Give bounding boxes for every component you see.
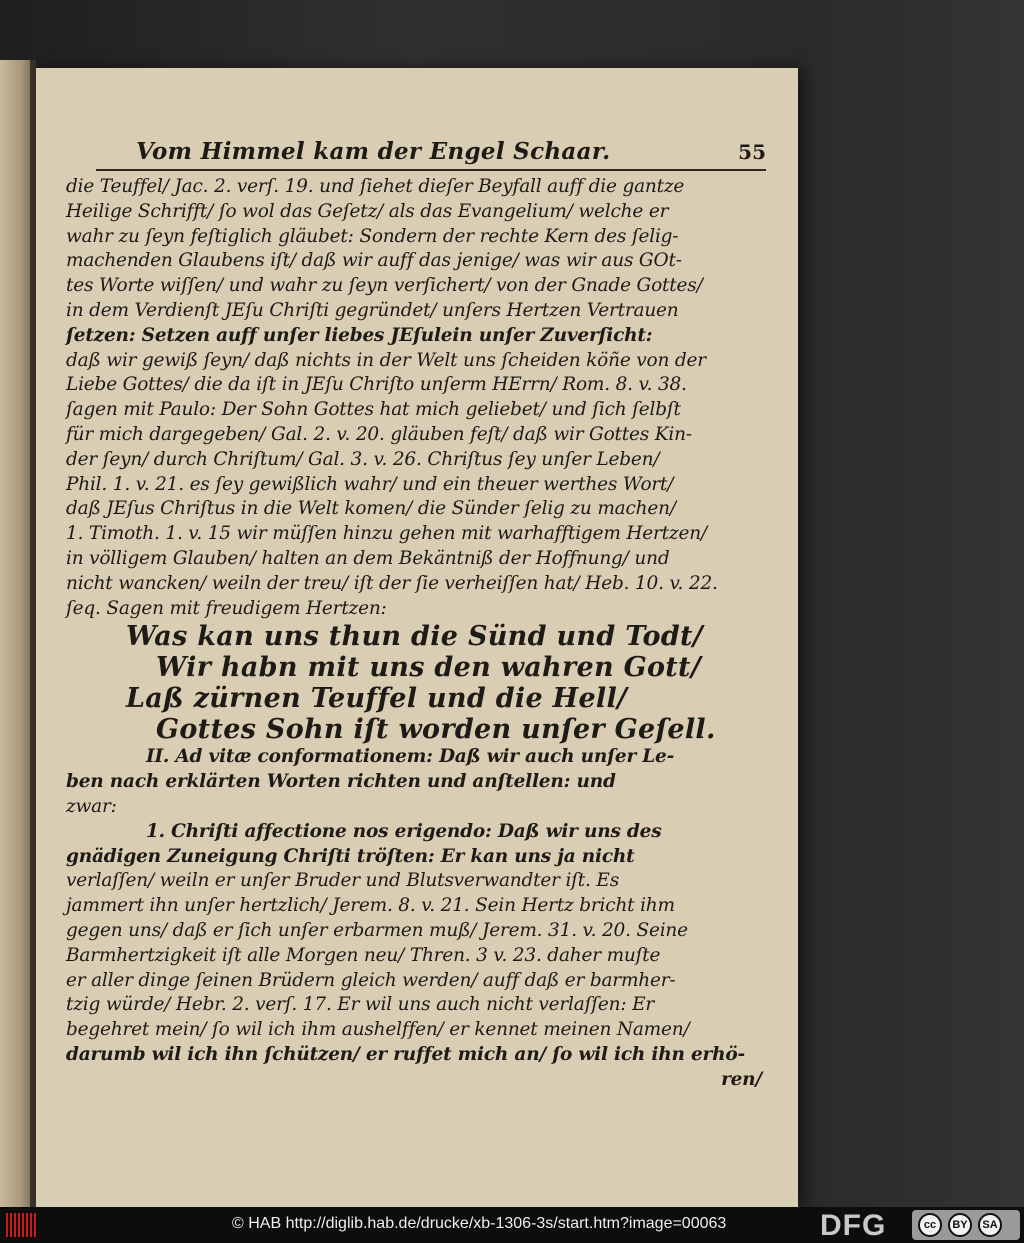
running-title: Vom Himmel kam der Engel Schaar.: [136, 138, 611, 165]
body-paragraph: [66, 175, 766, 621]
copyright-link[interactable]: © HAB http://diglib.hab.de/drucke/xb-1306-3s/start.htm?image=00063: [232, 1215, 727, 1232]
text-line: in völligem Glauben/ halten an dem Bekäntniß der Hoffnung/ und: [66, 547, 670, 569]
verse-line: Gottes Sohn iſt worden unſer Geſell.: [156, 714, 716, 746]
text-line: er aller dinge ſeinen Brüdern gleich werden/ auff daß er barmher-: [66, 969, 676, 991]
catchword: ren/: [721, 1068, 762, 1090]
text-line: ſeq. Sagen mit freudigem Hertzen:: [66, 597, 387, 619]
text-line: Liebe Gottes/ die da iſt in JEſu Chriſto unſerm HErrn/ Rom. 8. v. 38.: [66, 374, 687, 396]
sa-icon: SA: [978, 1213, 1002, 1237]
text-line: begehret mein/ ſo wil ich ihm aushelffen/ er kennet meinen Namen/: [66, 1019, 690, 1041]
text-line: Heilige Schrifft/ ſo wol das Geſetz/ als das Evangelium/ welche er: [66, 200, 669, 222]
text-line: 1. Timoth. 1. v. 15 wir müſſen hinzu gehen mit warhafftigem Hertzen/: [66, 523, 707, 545]
text-line: ſagen mit Paulo: Der Sohn Gottes hat mich geliebet/ und ſich ſelbſt: [66, 399, 681, 421]
cc-license-badge[interactable]: [912, 1210, 1020, 1240]
verse-line: Laß zürnen Teuffel und die Hell/: [126, 683, 628, 715]
text-line: in dem Verdienſt JEſu Chriſti gegründet/ unſers Hertzen Vertrauen: [66, 299, 679, 321]
book-page: [36, 68, 798, 1207]
page-number: 55: [738, 140, 766, 164]
text-line: gnädigen Zuneigung Chriſti tröſten: Er kan uns ja nicht: [66, 845, 635, 867]
text-line: für mich dargegeben/ Gal. 2. v. 20. gläuben feſt/ daß wir Gottes Kin-: [66, 423, 692, 445]
head-rule: [96, 169, 766, 171]
text-line: wahr zu ſeyn feſtiglich gläubet: Sondern der rechte Kern des ſelig-: [66, 225, 679, 247]
text-line: ben nach erklärten Worten richten und anſtellen: und: [66, 771, 616, 793]
cc-icon: cc: [918, 1213, 942, 1237]
verse-line: Was kan uns thun die Sünd und Todt/: [126, 621, 703, 653]
by-icon: BY: [948, 1213, 972, 1237]
text-line: darumb wil ich ihn ſchützen/ er ruffet mich an/ ſo wil ich ihn erhö-: [66, 1043, 745, 1065]
barcode-icon: [6, 1213, 38, 1237]
section-paragraph: [66, 745, 766, 1092]
running-head: [136, 138, 766, 165]
text-line: ſetzen: Setzen auff unſer liebes JEſulein unſer Zuverſicht:: [66, 324, 653, 346]
text-line: tes Worte wiſſen/ und wahr zu ſeyn verſichert/ von der Gnade Gottes/: [66, 275, 703, 297]
text-line: jammert ihn unſer hertzlich/ Jerem. 8. v. 21. Sein Hertz bricht ihm: [66, 895, 675, 917]
text-line: Phil. 1. v. 21. es ſey gewißlich wahr/ und ein theuer werthes Wort/: [66, 473, 674, 495]
text-line: verlaſſen/ weiln er unſer Bruder und Blutsverwandter iſt. Es: [66, 870, 619, 892]
text-line: gegen uns/ daß er ſich unſer erbarmen muß/ Jerem. 31. v. 20. Seine: [66, 919, 688, 941]
verse-block: [66, 621, 766, 745]
text-line: zwar:: [66, 795, 117, 817]
background-strip: [800, 0, 1024, 1207]
text-line: der ſeyn/ durch Chriſtum/ Gal. 3. v. 26. Chriſtus ſey unſer Leben/: [66, 448, 660, 470]
text-line: machenden Glaubens iſt/ daß wir auff das jenige/ was wir aus GOt-: [66, 250, 682, 272]
page-text: [66, 138, 766, 1093]
dfg-logo: DFG: [820, 1209, 887, 1242]
text-line: daß wir gewiß ſeyn/ daß nichts in der Welt uns ſcheiden köñe von der: [66, 349, 706, 371]
text-line: Barmhertzigkeit iſt alle Morgen neu/ Thren. 3 v. 23. daher muſte: [66, 944, 661, 966]
text-line: die Teuffel/ Jac. 2. verſ. 19. und ſiehet dieſer Beyfall auff die gantze: [66, 176, 685, 197]
verse-line: Wir habn mit uns den wahren Gott/: [156, 652, 701, 684]
adjacent-page-edge: [0, 60, 36, 1207]
text-line: 1. Chriſti affectione nos erigendo: Daß wir uns des: [146, 820, 662, 842]
text-line: daß JEſus Chriſtus in die Welt komen/ die Sünder ſelig zu machen/: [66, 498, 676, 520]
text-line: II. Ad vitæ conformationem: Daß wir auch unſer Le-: [146, 746, 675, 768]
viewer-footer: [0, 1207, 1024, 1243]
text-line: tzig würde/ Hebr. 2. verſ. 17. Er wil uns auch nicht verlaſſen: Er: [66, 994, 655, 1016]
text-line: nicht wancken/ weiln der treu/ iſt der ſie verheiſſen hat/ Heb. 10. v. 22.: [66, 572, 718, 594]
